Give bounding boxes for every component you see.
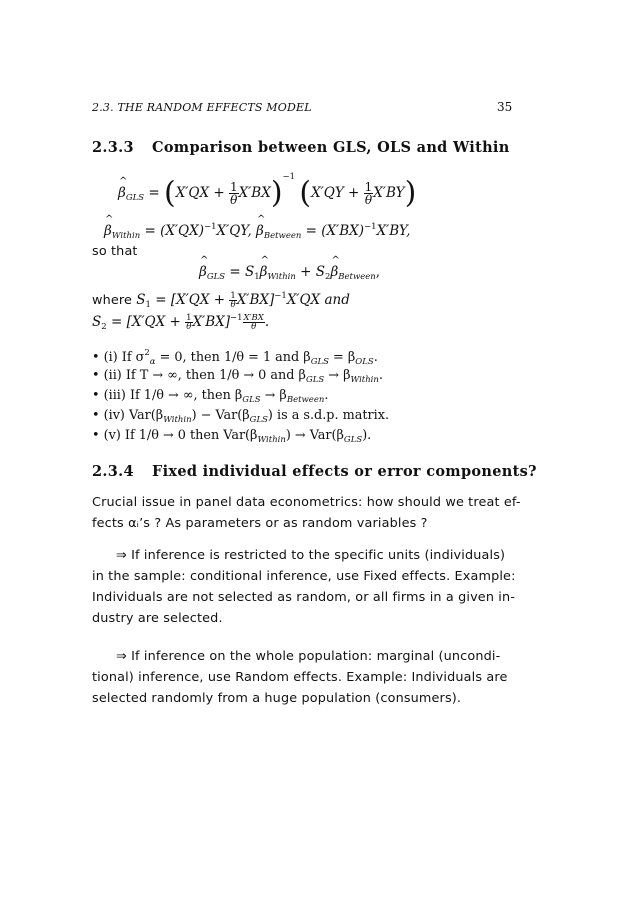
inverse-exponent: −1: [274, 291, 287, 301]
section-heading-233: [92, 139, 510, 156]
term-s: S: [92, 314, 102, 330]
section-heading-234: [92, 463, 537, 480]
bullet-iv: • (iv) $Var(\beta_{Within}) - Var(\beta_{GLS})$ is a s.d.p. matrix.: [92, 408, 390, 425]
term-xqx-inv: (X′QX): [160, 223, 204, 239]
subscript-within: Within: [267, 272, 296, 282]
small-fraction-xbx: $\frac{X'BX}{\theta}$: [243, 312, 264, 332]
term-xqx: = [X′QX +: [155, 292, 226, 308]
definition-s1: where $S_1 = [X'QX$ + $\frac{1}{\theta}$ X′BX]$^{-1}$X′QX and: [92, 290, 350, 310]
paragraph-1-line-1: Crucial issue in panel data econometrics: how should we treat ef-: [92, 495, 521, 510]
running-head: 2.3. THE RANDOM EFFECTS MODEL: [92, 101, 312, 114]
inverse-exponent: −1: [204, 222, 217, 232]
subscript-between: Between: [263, 231, 302, 241]
subscript-between: Between: [338, 272, 376, 282]
subscript-1: 1: [145, 300, 151, 310]
subscript-gls: GLS: [206, 272, 226, 282]
term-xbx: X′BX]: [236, 292, 275, 308]
bullet-iii: • (iii) If 1/θ → ∞, then $\beta_{GLS} \to \beta_{Between}$.: [92, 388, 329, 405]
right-paren-2: ): [404, 175, 417, 211]
fraction-one-over-theta-2: $\frac{1}{\theta}$: [364, 180, 373, 207]
page-number: 35: [497, 100, 513, 114]
paragraph-2-line-4: dustry are selected.: [92, 611, 223, 626]
paragraph-3-line-3: selected randomly from a huge population (consumers).: [92, 691, 462, 706]
fraction-one-over-theta: $\frac{1}{\theta}$: [229, 180, 238, 207]
paragraph-2-line-3: Individuals are not selected as random, or all firms in a given in-: [92, 590, 516, 605]
beta-hat: ^ β: [260, 264, 268, 280]
section-title: Comparison between GLS, OLS and Within: [152, 139, 510, 156]
term-s: = S: [229, 264, 255, 280]
term-s: + S: [300, 264, 326, 280]
left-paren-2: (: [299, 175, 312, 211]
equals-sign: =: [148, 185, 160, 201]
small-fraction: $\frac{1}{\theta}$: [230, 290, 236, 310]
beta-hat: ^ β: [330, 264, 338, 280]
term-xby: X′BY,: [376, 223, 411, 239]
term-xqx: = [X′QX +: [110, 314, 181, 330]
term-xqx: X′QX +: [175, 185, 225, 201]
bullet-i: • (i) If $\sigma^2_\alpha = 0$, then 1/θ = 1 and $\beta_{GLS} = \beta_{OLS}$.: [92, 348, 378, 367]
text-so-that: so that: [92, 244, 138, 259]
right-paren: ): [270, 175, 283, 211]
subscript-1: 1: [254, 272, 260, 282]
paragraph-2-line-2: in the sample: conditional inference, use Fixed effects. Example:: [92, 569, 516, 584]
subscript-gls: GLS: [125, 193, 145, 203]
subscript-2: 2: [325, 272, 331, 282]
paragraph-3-line-1: ⇒ If inference on the whole population: marginal (uncondi-: [116, 649, 501, 664]
term-xqy: X′QY +: [311, 185, 360, 201]
subscript-within: Within: [111, 231, 141, 241]
equation-combination: ^ $\beta_{GLS}$ = $S_1\^{}$ $\beta_{Within}$ + $S_2\^{}$ $\beta_{Between}$,: [199, 264, 380, 282]
paragraph-1-line-2: fects αᵢ’s ? As parameters or as random variables ?: [92, 516, 428, 531]
section-number: 2.3.4: [92, 463, 134, 480]
left-paren: (: [163, 175, 176, 211]
term-xqy: X′QY,: [216, 223, 252, 239]
inverse-exponent: −1: [282, 172, 296, 182]
beta-hat: ^ β: [118, 185, 126, 201]
equation-gls: [118, 172, 416, 209]
equation-within-between: ^ $\beta_{Within} = (X'QX)^{-1}X'QY$, ^ $\beta_{Between} = (X'BX)^{-1}X'BY$,: [104, 222, 410, 241]
beta-hat: ^ β: [256, 223, 264, 239]
term-xby: X′BY: [373, 185, 405, 201]
beta-hat: ^ β: [104, 223, 112, 239]
bullet-v: • (v) If 1/θ → 0 then $Var(\beta_{Within}) \to Var(\beta_{GLS})$.: [92, 428, 372, 445]
section-title: Fixed individual effects or error components?: [152, 463, 537, 480]
section-number: 2.3.3: [92, 139, 134, 156]
term-xbx: X′BX: [238, 185, 271, 201]
inverse-exponent: −1: [364, 222, 377, 232]
where-word: where: [92, 293, 137, 308]
paragraph-3-line-2: tional) inference, use Random effects. Example: Individuals are: [92, 670, 508, 685]
inverse-exponent: −1: [230, 313, 243, 323]
subscript-2: 2: [101, 322, 107, 332]
paragraph-2-line-1: ⇒ If inference is restricted to the specific units (individuals): [116, 548, 506, 563]
bullet-ii: • (ii) If T → ∞, then 1/θ → 0 and $\beta_{GLS} \to \beta_{Within}$.: [92, 368, 383, 385]
beta-hat: ^ β: [199, 264, 207, 280]
term-xqx-and: X′QX and: [286, 292, 350, 308]
term-xbx-inv: = (X′BX): [305, 223, 365, 239]
definition-s2: $S_2 = [X'QX$ + $\frac{1}{\theta}$ X′BX]$^{-1}$ $\frac{X'BX}{\theta}$ .: [92, 312, 270, 332]
term-xbx: X′BX]: [192, 314, 230, 330]
small-fraction: $\frac{1}{\theta}$: [186, 312, 192, 332]
